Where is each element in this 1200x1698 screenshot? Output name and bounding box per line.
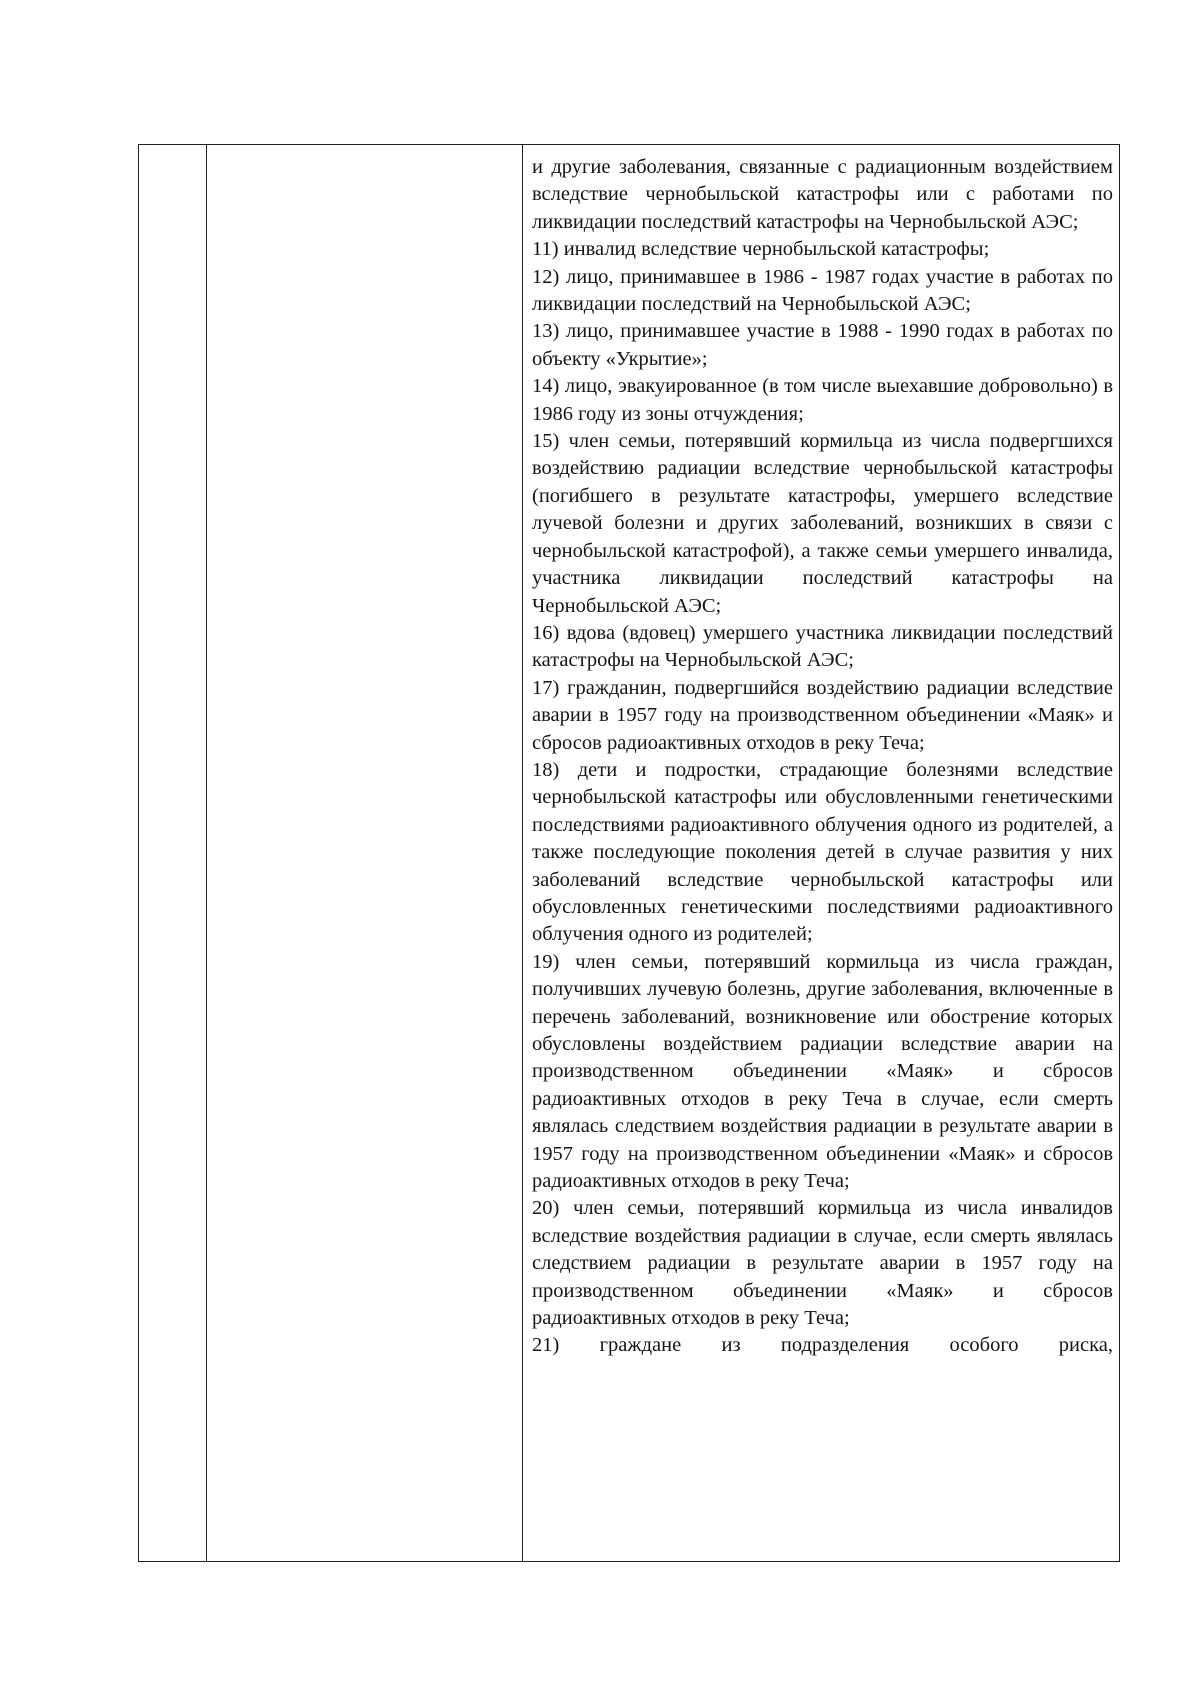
list-item-16: 16) вдова (вдовец) умершего участника ликвидации последствий катастрофы на Чернобыльской АЭС; bbox=[532, 621, 1113, 672]
description-column bbox=[523, 145, 1119, 1561]
list-item-20: 20) член семьи, потерявший кормильца из числа инвалидов вследствие воздействия радиации в случае, если смерть являлась следствием радиации в результате аварии в 1957 году на производственном объединении «Маяк» и сбросов радиоактивных отходов в реку Теча; bbox=[532, 1197, 1113, 1330]
list-item-continuation: и другие заболевания, связанные с радиационным воздействием вследствие чернобыльской катастрофы или с работами по ликвидации последствий катастрофы на Чернобыльской АЭС; bbox=[532, 156, 1113, 233]
list-item-18: 18) дети и подростки, страдающие болезнями вследствие чернобыльской катастрофы или обусловленными генетическими последствиями радиоактивного облучения одного из родителей, а также последующие поколения детей в случае развития у них заболеваний вследствие чернобыльской катастрофы или обусловленных генетическими последствиями радиоактивного облучения одного из родителей; bbox=[532, 758, 1113, 946]
category-column bbox=[207, 145, 523, 1561]
number-column bbox=[139, 145, 207, 1561]
list-item-21: 21) граждане из подразделения особого риска, bbox=[532, 1334, 1113, 1357]
list-item-14: 14) лицо, эвакуированное (в том числе выехавшие добровольно) в 1986 году из зоны отчуждения; bbox=[532, 375, 1113, 425]
list-item-13: 13) лицо, принимавшее участие в 1988 - 1990 годах в работах по объекту «Укрытие»; bbox=[532, 320, 1113, 370]
document-table bbox=[138, 144, 1120, 1562]
list-item-15: 15) член семьи, потерявший кормильца из числа подвергшихся воздействию радиации вследствие чернобыльской катастрофы (погибшего в результате катастрофы, умершего вследствие лучевой болезни и других заболеваний, возникших в связи с чернобыльской катастрофой), а также семьи умершего инвалида, участника ликвидации последствий катастрофы на Чернобыльской АЭС; bbox=[532, 430, 1113, 617]
list-item-19: 19) член семьи, потерявший кормильца из числа граждан, получивших лучевую болезнь, другие заболевания, включенные в перечень заболеваний, возникновение или обострение которых обусловлены воздействием радиации вследствие аварии на производственном объединении «Маяк» и сбросов радиоактивных отходов в реку Теча в случае, если смерть являлась следствием воздействия радиации в результате аварии в 1957 году на производственном объединении «Маяк» и сбросов радиоактивных отходов в реку Теча; bbox=[532, 950, 1113, 1193]
list-item-17: 17) гражданин, подвергшийся воздействию радиации вследствие аварии в 1957 году на производственном объединении «Маяк» и сбросов радиоактивных отходов в реку Теча; bbox=[532, 676, 1113, 754]
list-item-12: 12) лицо, принимавшее в 1986 - 1987 годах участие в работах по ликвидации последствий на Чернобыльской АЭС; bbox=[532, 265, 1113, 316]
list-item-11: 11) инвалид вследствие чернобыльской катастрофы; bbox=[532, 238, 990, 261]
